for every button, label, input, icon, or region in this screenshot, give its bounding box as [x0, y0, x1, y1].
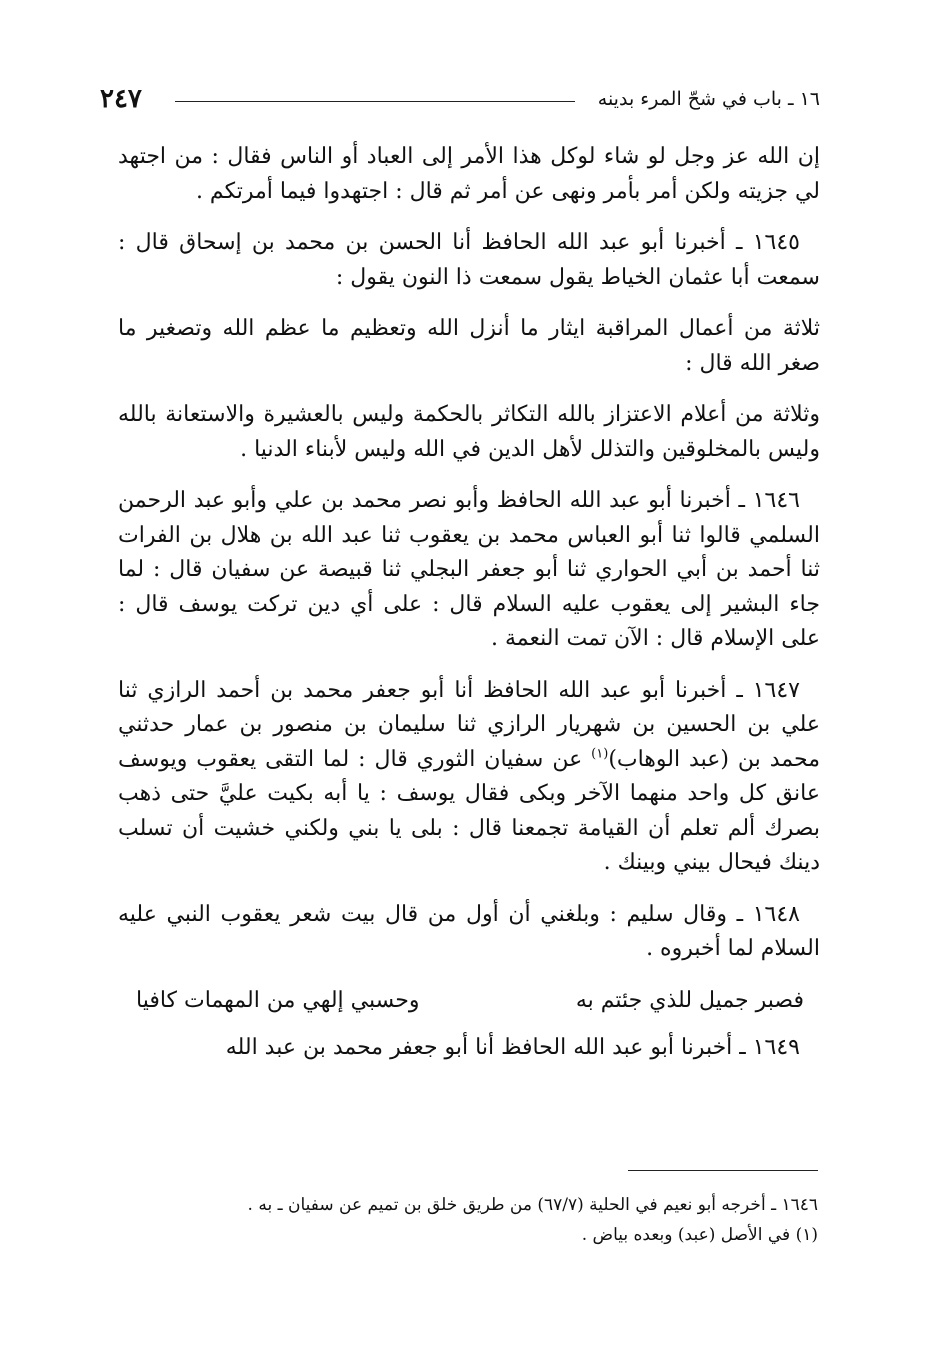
footnote-1646: ١٦٤٦ ـ أخرجه أبو نعيم في الحلية (٦٧/٧) من طريق خلق بن تميم عن سفيان ـ به . — [247, 1195, 818, 1215]
footnote-rule — [628, 1170, 818, 1171]
footnotes — [200, 1190, 818, 1250]
paragraph-1647-part-1: ١٦٤٧ ـ أخبرنا أبو عبد الله الحافظ أنا أبو جعفر محمد بن أحمد الرازي ثنا علي بن الحسين بن شهريار الرازي ثنا سليمان بن منصور بن عمار حدثني محمد بن (عبد الوهاب) — [118, 677, 820, 772]
footnote-1: (١) في الأصل (عبد) وبعده بياض . — [581, 1225, 818, 1245]
verse-second-hemistich: وحسبي إلهي من المهمات كافيا — [136, 987, 420, 1013]
paragraph-intro: إن الله عز وجل لو شاء لوكل هذا الأمر إلى العباد أو الناس فقال : من اجتهد لي جزيته ولكن أمر بأمر ونهى عن أمر ثم قال : اجتهدوا فيما أمرتكم . — [118, 144, 820, 204]
paragraph-1647 — [118, 674, 820, 881]
poetry-verse — [118, 981, 820, 1021]
verse-first-hemistich: فصبر جميل للذي جئتم به — [575, 987, 804, 1013]
paragraph-1649: ١٦٤٩ ـ أخبرنا أبو عبد الله الحافظ أنا أبو جعفر محمد بن عبد الله — [225, 1034, 800, 1060]
page-body — [118, 140, 820, 1082]
running-head: ١٦ ـ باب في شحّ المرء بدينه — [597, 88, 820, 110]
paragraph-1645: ١٦٤٥ ـ أخبرنا أبو عبد الله الحافظ أنا الحسن بن محمد بن إسحاق قال : سمعت أبا عثمان الخياط يقول سمعت ذا النون يقول : — [118, 230, 820, 290]
paragraph-three-dignity: وثلاثة من أعلام الاعتزاز بالله التكاثر بالحكمة وليس بالعشيرة والاستعانة بالله وليس بالمخلوقين والتذلل لأهل الدين في الله وليس لأبناء الدنيا . — [118, 402, 820, 462]
footnote-marker: (١) — [591, 746, 609, 762]
paragraph-1647-part-2: عن سفيان الثوري قال : لما التقى يعقوب ويوسف عانق كل واحد منهما الآخر وبكى فقال يوسف : يا أبه بكيت عليَّ حتى ذهب بصرك ألم تعلم أن القيامة تجمعنا قال : بلى يا بني ولكني خشيت أن تسلب دينك فيحال بيني وبينك . — [118, 746, 820, 875]
page-header — [100, 84, 820, 114]
paragraph-three-watchfulness: ثلاثة من أعمال المراقبة ايثار ما أنزل الله وتعظيم ما عظم الله وتصغير ما صغر الله قال : — [118, 316, 820, 376]
paragraph-1646: ١٦٤٦ ـ أخبرنا أبو عبد الله الحافظ وأبو نصر محمد بن علي وأبو عبد الرحمن السلمي قالوا ثنا أبو العباس محمد بن يعقوب ثنا عبد الله بن هلال بن الفرات ثنا أحمد بن أبي الحواري ثنا أبو جعفر البجلي ثنا قبيصة عن سفيان قال : لما جاء البشير إلى يعقوب عليه السلام قال : على أي دين تركت يوسف قال : على الإسلام قال : الآن تمت النعمة . — [118, 488, 820, 651]
header-rule — [175, 101, 575, 102]
page-number: ٢٤٧ — [100, 84, 142, 114]
paragraph-1648: ١٦٤٨ ـ وقال سليم : وبلغني أن أول من قال بيت شعر يعقوب النبي عليه السلام لما أخبروه . — [118, 901, 820, 961]
